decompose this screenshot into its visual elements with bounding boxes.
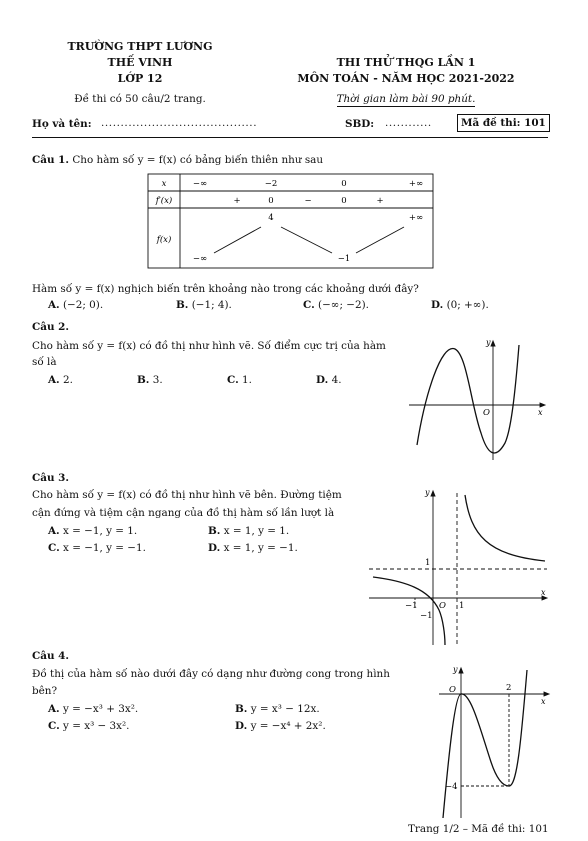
- q2-option-a-text: 2.: [63, 374, 73, 386]
- q1-stem-line: [32, 154, 323, 166]
- q4-y-label: y: [453, 665, 458, 674]
- q4-option-d-text: y = −x⁴ + 2x².: [250, 720, 326, 732]
- q3-curve-left: [373, 577, 445, 645]
- q1-option-c[interactable]: [303, 299, 369, 311]
- table-f-max: 4: [268, 213, 274, 223]
- q1-label: Câu 1.: [32, 154, 70, 166]
- q2-stem-line1: Cho hàm số y = f(x) có đồ thị như hình vẽ. Số điểm cực trị của hàm: [32, 340, 386, 352]
- q2-option-a-key: A.: [48, 374, 60, 386]
- q4-option-c-key: C.: [48, 720, 60, 732]
- q1-option-a[interactable]: [48, 299, 103, 311]
- q1-stem: Cho hàm số y = f(x) có bảng biến thiên như sau: [72, 154, 324, 166]
- q2-option-b-text: 3.: [152, 374, 163, 386]
- q4-option-b-text: y = x³ − 12x.: [250, 703, 320, 715]
- table-x-pos-inf: +∞: [408, 179, 424, 189]
- q4-option-d-key: D.: [235, 720, 248, 732]
- q4-option-a[interactable]: [48, 703, 138, 715]
- arrow-up-1: [214, 227, 261, 253]
- school-name-line2: THẾ VINH: [107, 56, 173, 69]
- q3-option-b-key: B.: [208, 525, 221, 537]
- q2-y-arrow-icon: [491, 341, 495, 346]
- q3-label: Câu 3.: [32, 472, 70, 484]
- q1-option-d-text: (0; +∞).: [446, 299, 489, 311]
- q3-y-label: y: [425, 488, 430, 497]
- exam-duration: [276, 93, 536, 105]
- q1-option-b[interactable]: [176, 299, 232, 311]
- table-f-header: f(x): [156, 235, 172, 245]
- exam-code-box: Mã đề thi: 101: [457, 114, 550, 132]
- q4-origin-label: O: [449, 685, 456, 695]
- q4-option-a-key: A.: [48, 703, 60, 715]
- q2-option-b[interactable]: [137, 374, 163, 386]
- q4-option-b-key: B.: [235, 703, 248, 715]
- q3-tick-x-minus-one: −1: [405, 601, 418, 611]
- exam-title: THI THỬ THQG LẦN 1: [336, 56, 476, 69]
- q1-option-b-key: B.: [176, 299, 189, 311]
- q3-option-d-key: D.: [208, 542, 221, 554]
- q4-tick-x-two: 2: [506, 683, 512, 693]
- q1-option-d[interactable]: [431, 299, 489, 311]
- q4-option-c-text: y = x³ − 3x².: [63, 720, 130, 732]
- name-dots: ........................................: [101, 117, 258, 129]
- q2-origin-label: O: [483, 408, 490, 418]
- q4-label: Câu 4.: [32, 650, 70, 662]
- q3-tick-x-one: 1: [459, 601, 465, 611]
- q3-option-c-key: C.: [48, 542, 60, 554]
- q2-option-b-key: B.: [137, 374, 150, 386]
- q3-stem-line2: cận đứng và tiệm cận ngang của đồ thị hàm số lần lượt là: [32, 507, 335, 519]
- table-fprime-header: f′(x): [155, 196, 173, 206]
- q4-stem-line1: Đồ thị của hàm số nào dưới đây có dạng như đường cong trong hình: [32, 668, 390, 680]
- q3-y-arrow-icon: [431, 491, 435, 496]
- q3-option-c-text: x = −1, y = −1.: [63, 542, 146, 554]
- table-f-neg-inf: −∞: [192, 254, 208, 264]
- q3-option-c[interactable]: [48, 542, 146, 554]
- q4-stem-line2: bên?: [32, 685, 58, 697]
- q4-option-c[interactable]: [48, 720, 130, 732]
- duration-text: Thời gian làm bài 90 phút.: [336, 93, 476, 105]
- table-x-zero: 0: [341, 179, 347, 189]
- q2-y-label: y: [486, 338, 491, 347]
- school-name-line1: TRƯỜNG THPT LƯƠNG: [67, 40, 213, 53]
- table-fprime-sign-1: +: [233, 196, 241, 206]
- q3-stem-line1: Cho hàm số y = f(x) có đồ thị như hình vẽ bên. Đường tiệm: [32, 489, 342, 501]
- q3-tick-y-one: 1: [425, 558, 431, 568]
- table-x-minus-two: −2: [264, 179, 278, 189]
- table-f-pos-inf: +∞: [408, 213, 424, 223]
- q3-option-b[interactable]: [208, 525, 289, 537]
- q2-curve: [417, 345, 519, 453]
- table-fprime-zero-1: 0: [268, 196, 274, 206]
- q3-curve-right: [465, 495, 545, 561]
- q4-x-arrow-icon: [544, 692, 549, 696]
- header-divider: [32, 137, 548, 138]
- q3-x-label: x: [541, 588, 546, 597]
- q2-graph: [405, 335, 553, 465]
- grade: LỚP 12: [117, 72, 163, 85]
- q2-label: Câu 2.: [32, 321, 70, 333]
- q4-x-label: x: [541, 697, 546, 706]
- q1-option-c-key: C.: [303, 299, 315, 311]
- name-label: Họ và tên:: [32, 118, 92, 130]
- q1-option-d-key: D.: [431, 299, 444, 311]
- q2-option-d-text: 4.: [331, 374, 342, 386]
- q4-option-b[interactable]: [235, 703, 320, 715]
- table-fprime-sign-3: +: [376, 196, 384, 206]
- q2-option-d-key: D.: [316, 374, 329, 386]
- q3-graph: [365, 485, 553, 650]
- q3-option-a[interactable]: [48, 525, 137, 537]
- q1-option-a-text: (−2; 0).: [63, 299, 104, 311]
- q4-option-d[interactable]: [235, 720, 326, 732]
- q1-option-c-text: (−∞; −2).: [318, 299, 369, 311]
- table-fprime-sign-2: −: [304, 196, 312, 206]
- q1-variation-table: [140, 172, 440, 272]
- q2-option-a[interactable]: [48, 374, 73, 386]
- q1-option-b-text: (−1; 4).: [191, 299, 232, 311]
- page-footer: Trang 1/2 – Mã đề thi: 101: [408, 823, 549, 835]
- q4-tick-y-minus-four: −4: [445, 782, 458, 792]
- q2-option-c[interactable]: [227, 374, 252, 386]
- q3-option-a-key: A.: [48, 525, 60, 537]
- sbd-dots: ............: [385, 117, 432, 129]
- q3-option-d[interactable]: [208, 542, 298, 554]
- table-fprime-zero-2: 0: [341, 196, 347, 206]
- q4-y-arrow-icon: [459, 668, 463, 673]
- q3-option-b-text: x = 1, y = 1.: [223, 525, 290, 537]
- exam-info: Đề thi có 50 câu/2 trang.: [74, 93, 206, 105]
- arrow-down: [281, 227, 332, 253]
- q1-question: Hàm số y = f(x) nghịch biến trên khoảng nào trong các khoảng dưới đây?: [32, 283, 419, 295]
- q3-origin-label: O: [439, 601, 446, 611]
- subject-year: MÔN TOÁN - NĂM HỌC 2021-2022: [297, 72, 515, 85]
- q3-option-d-text: x = 1, y = −1.: [223, 542, 298, 554]
- table-x-neg-inf: −∞: [192, 179, 208, 189]
- q3-tick-y-minus-one: −1: [420, 611, 433, 621]
- q3-option-a-text: x = −1, y = 1.: [63, 525, 138, 537]
- arrow-up-2: [356, 227, 404, 253]
- table-f-min: −1: [337, 254, 351, 264]
- sbd-label: SBD:: [345, 118, 375, 130]
- q4-graph: [435, 662, 555, 822]
- q2-option-d[interactable]: [316, 374, 342, 386]
- table-x-header: x: [161, 179, 167, 189]
- q4-option-a-text: y = −x³ + 3x².: [63, 703, 139, 715]
- q2-stem-line2: số là: [32, 356, 57, 368]
- q1-option-a-key: A.: [48, 299, 60, 311]
- q2-option-c-key: C.: [227, 374, 239, 386]
- q2-option-c-text: 1.: [242, 374, 252, 386]
- q2-x-label: x: [538, 408, 543, 417]
- q2-x-arrow-icon: [540, 403, 545, 407]
